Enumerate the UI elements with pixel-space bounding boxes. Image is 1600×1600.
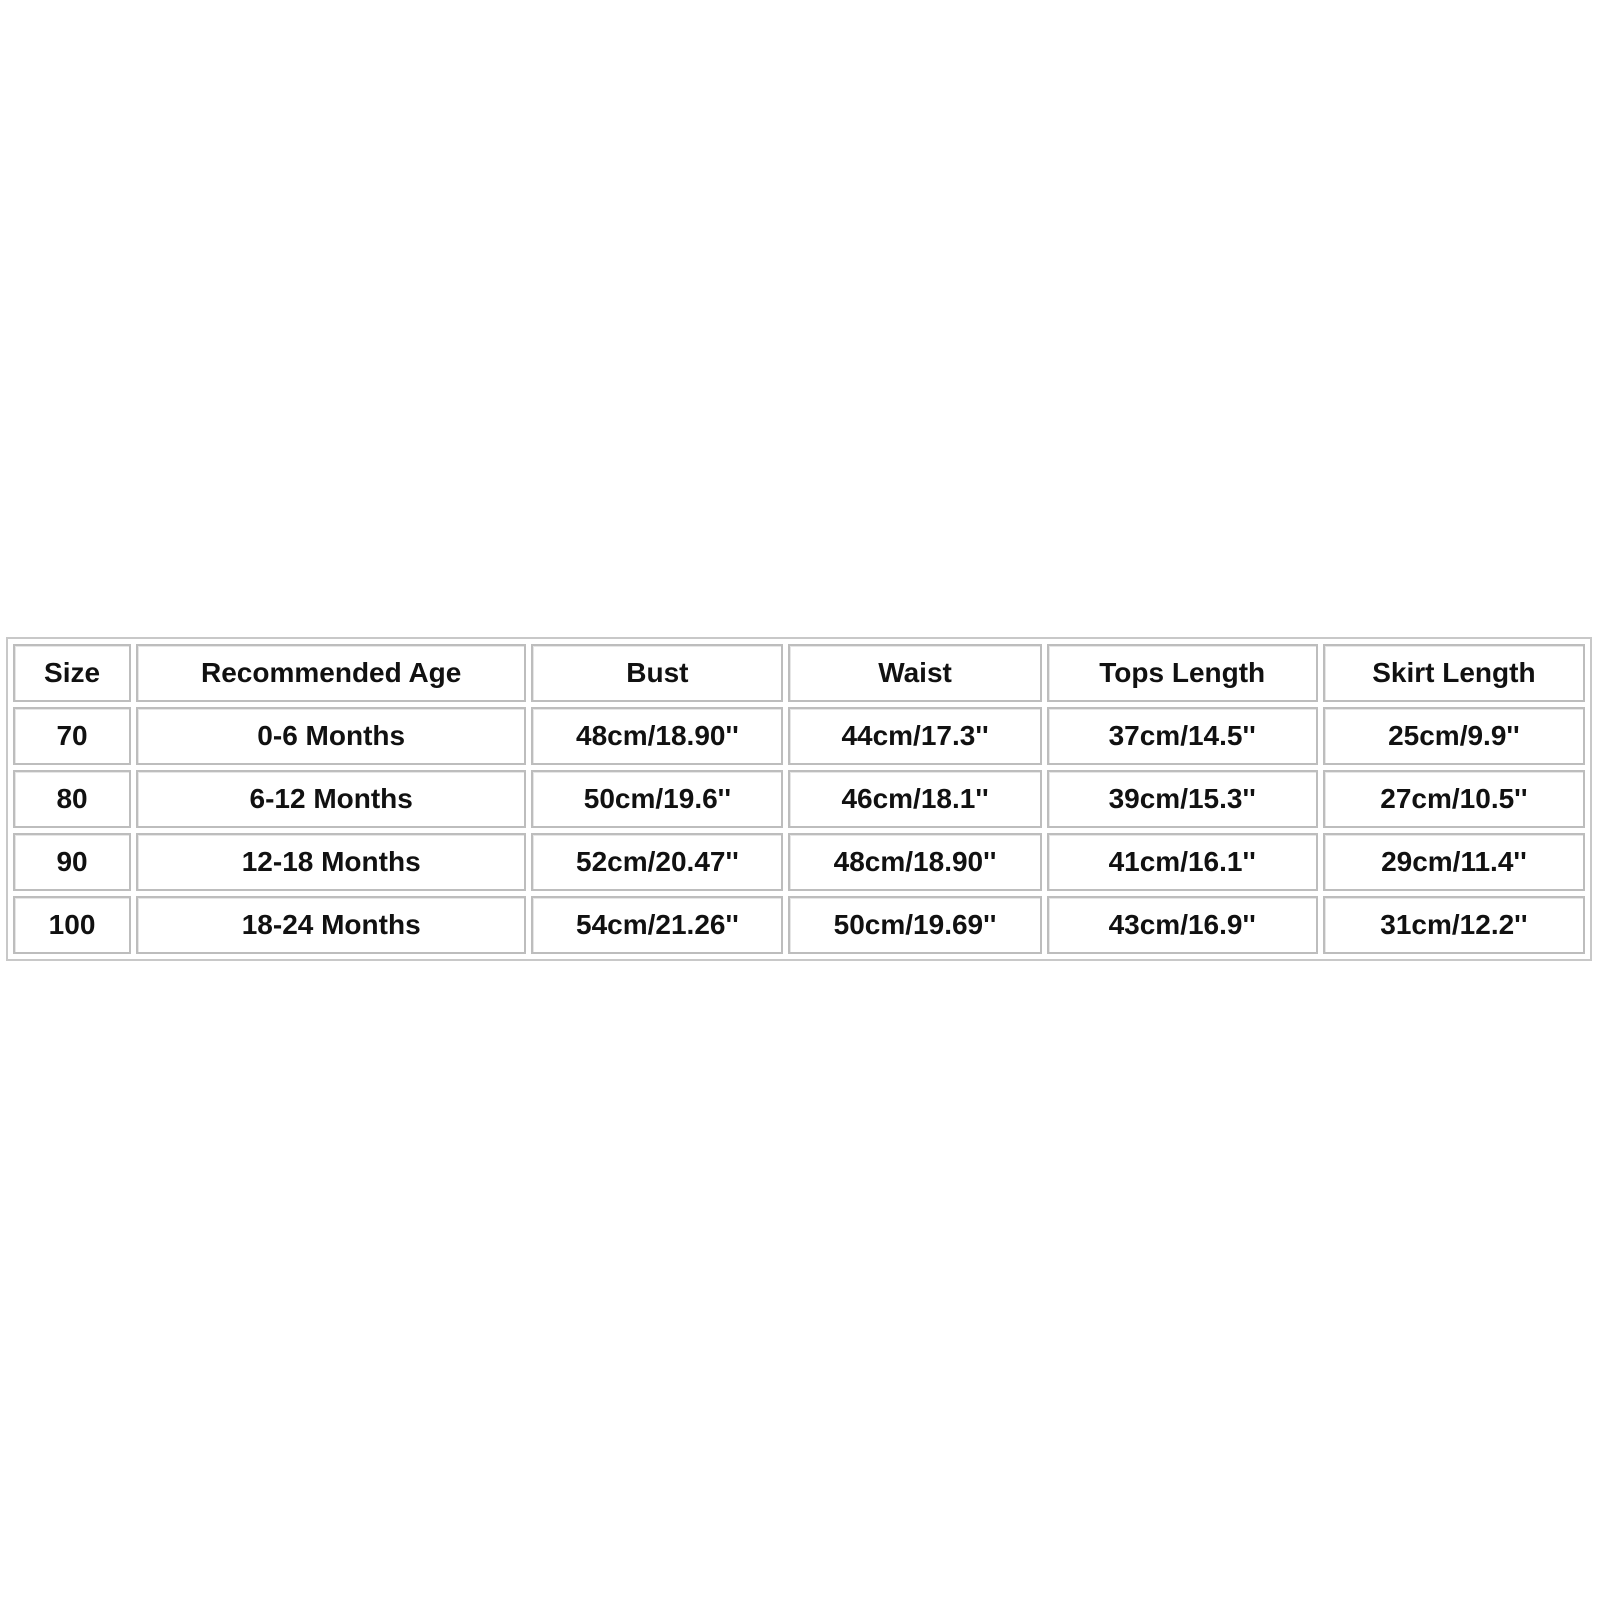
column-header-waist: Waist xyxy=(788,644,1041,702)
cell-bust: 54cm/21.26'' xyxy=(531,896,783,954)
cell-recommended-age: 18-24 Months xyxy=(136,896,526,954)
cell-tops-length: 37cm/14.5'' xyxy=(1047,707,1318,765)
header-row xyxy=(13,644,1585,702)
table-row xyxy=(13,833,1585,891)
cell-skirt-length: 31cm/12.2'' xyxy=(1323,896,1585,954)
cell-tops-length: 39cm/15.3'' xyxy=(1047,770,1318,828)
cell-skirt-length: 29cm/11.4'' xyxy=(1323,833,1585,891)
size-chart xyxy=(6,637,1592,961)
cell-recommended-age: 0-6 Months xyxy=(136,707,526,765)
cell-recommended-age: 6-12 Months xyxy=(136,770,526,828)
table-row xyxy=(13,896,1585,954)
cell-bust: 50cm/19.6'' xyxy=(531,770,783,828)
cell-skirt-length: 27cm/10.5'' xyxy=(1323,770,1585,828)
size-chart-table xyxy=(8,639,1590,959)
cell-waist: 48cm/18.90'' xyxy=(788,833,1041,891)
cell-size: 80 xyxy=(13,770,131,828)
column-header-size: Size xyxy=(13,644,131,702)
column-header-bust: Bust xyxy=(531,644,783,702)
cell-waist: 46cm/18.1'' xyxy=(788,770,1041,828)
cell-size: 70 xyxy=(13,707,131,765)
cell-skirt-length: 25cm/9.9'' xyxy=(1323,707,1585,765)
column-header-skirt-length: Skirt Length xyxy=(1323,644,1585,702)
cell-bust: 48cm/18.90'' xyxy=(531,707,783,765)
column-header-tops-length: Tops Length xyxy=(1047,644,1318,702)
cell-size: 100 xyxy=(13,896,131,954)
cell-waist: 44cm/17.3'' xyxy=(788,707,1041,765)
cell-waist: 50cm/19.69'' xyxy=(788,896,1041,954)
cell-tops-length: 43cm/16.9'' xyxy=(1047,896,1318,954)
cell-size: 90 xyxy=(13,833,131,891)
cell-tops-length: 41cm/16.1'' xyxy=(1047,833,1318,891)
cell-bust: 52cm/20.47'' xyxy=(531,833,783,891)
table-row xyxy=(13,707,1585,765)
column-header-recommended-age: Recommended Age xyxy=(136,644,526,702)
table-row xyxy=(13,770,1585,828)
cell-recommended-age: 12-18 Months xyxy=(136,833,526,891)
